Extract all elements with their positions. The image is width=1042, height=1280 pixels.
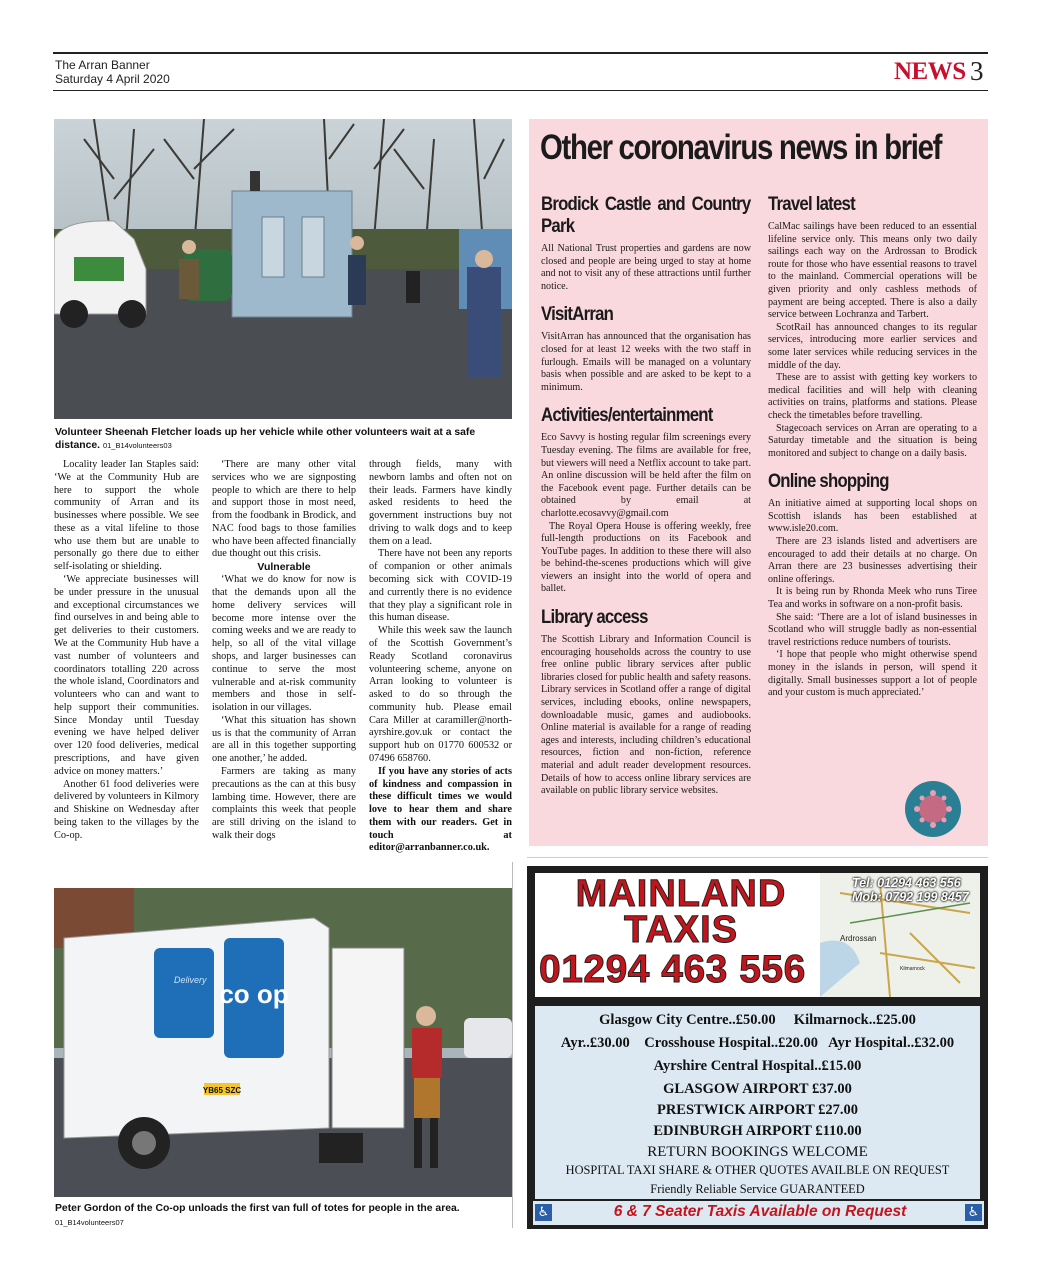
article-col1 xyxy=(54,459,199,842)
van-plate: YB65 SZC xyxy=(202,1086,242,1095)
issue-date: Saturday 4 April 2020 xyxy=(55,72,170,86)
brief-paragraph: The Scottish Library and Information Council is encouraging households across the country to use free online public library services after public libraries closed for public health and safety reasons. Library services in Scotland offer a range of digital services, including ebooks, online newspapers, downloadable music, games and audiobooks. Online material is available for a range of reading ages and interests, including children’s educational resources, fiction and non-fiction, reference material and adult reader development resources. Details of how to access online library services are available on public library service websites. xyxy=(541,634,751,797)
brief-paragraph: There are 23 islands listed and advertisers are encouraged to add their details at no charge. On Arran there are 23 businesses advertising their online offerings. xyxy=(768,536,977,585)
van-side-text: Delivery xyxy=(174,975,207,985)
photo1-code: 01_B14volunteers03 xyxy=(102,440,172,450)
brief-paragraph: Stagecoach services on Arran are operating to a Saturday timetable and the situation is being monitored and subject to change on a daily basis. xyxy=(768,422,977,459)
brief-paragraph: VisitArran has announced that the organisation has closed for at least 12 weeks with the two staff in furlough. Emails will be managed on a voluntary basis when possible and are asked to be kept to a minimum. xyxy=(541,331,751,393)
van-brand: co op xyxy=(219,979,289,1009)
wheelchair-icon: ♿ xyxy=(535,1204,552,1221)
article-contact-callout xyxy=(369,766,512,855)
brief-paragraph: These are to assist with getting key workers to medical facilities and will help with cleaning activities on trains, platforms and stations. Please check the timetables before travelling. xyxy=(768,372,977,421)
fare-line: GLASGOW AIRPORT £37.00 xyxy=(663,1081,852,1097)
brief-paragraph: Eco Savvy is hosting regular film screenings every Tuesday evening. The films are available for free, but viewers will need a Netflix account to take part. An online discussion will be held after the film on the Facebook event page. Further details can be obtained by email at charlotte.ecosavvy@gmail.com xyxy=(541,432,751,519)
taxi-mob: Mob: 0792 199 8457 xyxy=(852,890,969,904)
brief-heading: Online shopping xyxy=(768,470,889,493)
return-bookings: RETURN BOOKINGS WELCOME xyxy=(647,1144,868,1160)
volunteers-photo xyxy=(54,119,512,419)
article-subhead: Vulnerable xyxy=(257,561,311,574)
brief-left-column xyxy=(541,193,751,798)
coop-van-photo xyxy=(54,888,512,1197)
masthead-divider xyxy=(53,90,988,91)
fare-line: PRESTWICK AIRPORT £27.00 xyxy=(656,1102,859,1118)
article-paragraph: ‘What we do know for now is that the demands upon all the home delivery services will become more intense over the coming weeks and we are ready to help, so all of the vital village shops, and larger businesses can continue to serve the most vulnerable and at-risk community members and those in self-isolation in our villages. xyxy=(212,574,356,714)
article-paragraph: ‘We appreciate businesses will be under pressure in the unusual and exceptional circumstances we find ourselves in and being able to get deliveries to their customers. We at the Community Hub have a vast number of volunteers and coordinators totalling 220 across the whole island, Coordinators and volunteers who can and want to help support their communities. Since Monday until Tuesday evening we have helped deliver over 120 food deliveries, medical prescriptions, and have given advice on money matters.’ xyxy=(54,574,199,777)
article-paragraph: ‘What this situation has shown us is that the community of Arran are all in this together supporting one another,’ he added. xyxy=(212,714,356,765)
service-guarantee: Friendly Reliable Service GUARANTEED xyxy=(650,1182,865,1196)
page-number: 3 xyxy=(970,56,984,86)
volunteers-photo-image xyxy=(54,119,512,419)
section-label: NEWS xyxy=(894,58,966,85)
brief-paragraph: It is being run by Rhonda Meek who runs Tiree Tea and works in software on a non-profit basis. xyxy=(768,586,977,611)
brief-paragraph: The Royal Opera House is offering weekly, free full-length productions on its Facebook and YouTube pages. In addition to these there will also be behind-the-scenes productions which will give viewers an insight into the world of opera and ballet. xyxy=(541,520,751,595)
brief-heading: VisitArran xyxy=(541,303,614,326)
brief-paragraph: All National Trust properties and gardens are now closed and people are being urged to stay at home and not to visit any of these attractions until further notice. xyxy=(541,243,751,292)
brief-paragraph: ScotRail has announced changes to its regular services, introducing more earlier services and some later services while reducing services in the middle of the day. xyxy=(768,321,977,371)
photo1-caption xyxy=(55,427,495,452)
taxi-phone-large: 01294 463 556 xyxy=(539,948,806,991)
photo1-caption-text: Volunteer Sheenah Fletcher loads up her vehicle while other volunteers wait at a safe distance. xyxy=(55,427,476,451)
brief-heading: Brodick Castle and Country Park xyxy=(541,193,751,237)
fare-line: Glasgow City Centre..£50.00 Kilmarnock..£25.00 xyxy=(599,1012,916,1028)
photo2-caption: Peter Gordon of the Co-op unloads the first van full of totes for people in the area. xyxy=(55,1203,460,1214)
masthead-rule xyxy=(53,52,988,54)
article-paragraph: While this week saw the launch of the Scottish Government’s Ready Scotland coronavirus volunteering scheme, anyone on Arran looking to volunteer is asked to do so through the community hub. Please email Cara Miller at caramiller@north-ayrshire.gov.uk or contact the support hub on 01770 600532 or 07496 658760. xyxy=(369,625,512,764)
article-bold-callout: If you have any stories of acts of kindness and compassion in these difficult times we would love to hear them and share them with our readers. Get in touch at editor@arranbanner.co.uk. xyxy=(369,765,512,854)
paper-name: The Arran Banner xyxy=(55,58,150,72)
taxi-name-line1: MAINLAND xyxy=(575,873,787,915)
article-paragraph: ‘There are many other vital services who we are signposting people to which are there to help and support those in most need, from the foodbank in Brodick, and NAC food bags to those families who have been affected financially due thought out this crisis. xyxy=(212,459,356,560)
virus-icon xyxy=(904,780,962,838)
brief-heading: Activities/entertainment xyxy=(541,404,713,427)
taxi-share-note: HOSPITAL TAXI SHARE & OTHER QUOTES AVAILBLE ON REQUEST xyxy=(565,1163,950,1177)
article-paragraph: Farmers are taking as many precautions as the can at this busy lambing time. However, there are complaints this week that people are still driving on the island to walk their dogs xyxy=(212,765,356,841)
brief-heading: Travel latest xyxy=(768,193,855,215)
brief-paragraph: CalMac sailings have been reduced to an essential lifeline service only. This means only two daily sailings each way on the Ardrossan to Brodick route for those who have essential reasons to travel to the mainland. Commercial operations will be given priority and only cashless methods of payment are being accepted. There is also a daily service between Lochranza and Tarbert. xyxy=(768,221,977,321)
taxi-company-name xyxy=(541,873,821,951)
fare-line: Ayrshire Central Hospital..£15.00 xyxy=(653,1058,862,1074)
brief-right-column xyxy=(768,193,977,700)
article-paragraph: Another 61 food deliveries were delivered by volunteers in Kilmory and Shiskine on Wednesday after being taken to the villages by the Co-op. xyxy=(54,778,199,841)
article-paragraph: There have not been any reports of companion or other animals becoming sick with COVID-19 and currently there is no evidence that they play a significant role in this human disease. xyxy=(369,548,512,624)
map-label-kilmarnock: Kilmarnock xyxy=(900,966,925,972)
coop-van-photo-image xyxy=(54,888,512,1197)
article-col3 xyxy=(369,459,512,855)
taxi-contact-numbers xyxy=(852,876,969,904)
panel-divider xyxy=(527,857,988,858)
taxi-name-line2: TAXIS xyxy=(623,909,739,951)
article-paragraph: Locality leader Ian Staples said: ‘We at the Community Hub are here to support the whole community of Arran and its businesses where possible. We see these as a vital lifeline to those who use them but are unable to personally go there due to either self-isolating or shielding. xyxy=(54,459,199,573)
fare-line: EDINBURGH AIRPORT £110.00 xyxy=(653,1123,862,1139)
map-label-ardrossan: Ardrossan xyxy=(840,934,877,943)
news-in-brief-title: Other coronavirus news in brief xyxy=(540,128,942,167)
column-divider xyxy=(512,862,513,1228)
brief-paragraph: She said: ‘There are a lot of island businesses in Scotland who will struggle badly as non-essential travel restrictions reduce numbers of tourists. xyxy=(768,611,977,648)
seater-taxis-banner: 6 & 7 Seater Taxis Available on Request xyxy=(613,1203,907,1220)
photo2-code: 01_B14volunteers07 xyxy=(55,1218,124,1227)
taxi-tel: Tel: 01294 463 556 xyxy=(852,876,961,890)
article-paragraph: through fields, many with newborn lambs and often not on their leads. Farmers have kindly asked residents to heed the government instructions buy not driving to walk dogs and to keep them on a lead. xyxy=(369,459,512,547)
brief-paragraph: An initiative aimed at supporting local shops on Scottish islands has been established at www.isle20.com. xyxy=(768,498,977,535)
wheelchair-icon: ♿ xyxy=(965,1204,982,1221)
article-col2 xyxy=(212,459,356,843)
fare-line: Ayr..£30.00 Crosshouse Hospital..£20.00 Ayr Hospital..£32.00 xyxy=(560,1035,955,1051)
brief-heading: Library access xyxy=(541,606,648,629)
brief-paragraph: ‘I hope that people who might otherwise spend money in the islands in person, will spend it digitally. Small businesses support a lot of people and your custom is much appreciated.’ xyxy=(768,649,977,699)
